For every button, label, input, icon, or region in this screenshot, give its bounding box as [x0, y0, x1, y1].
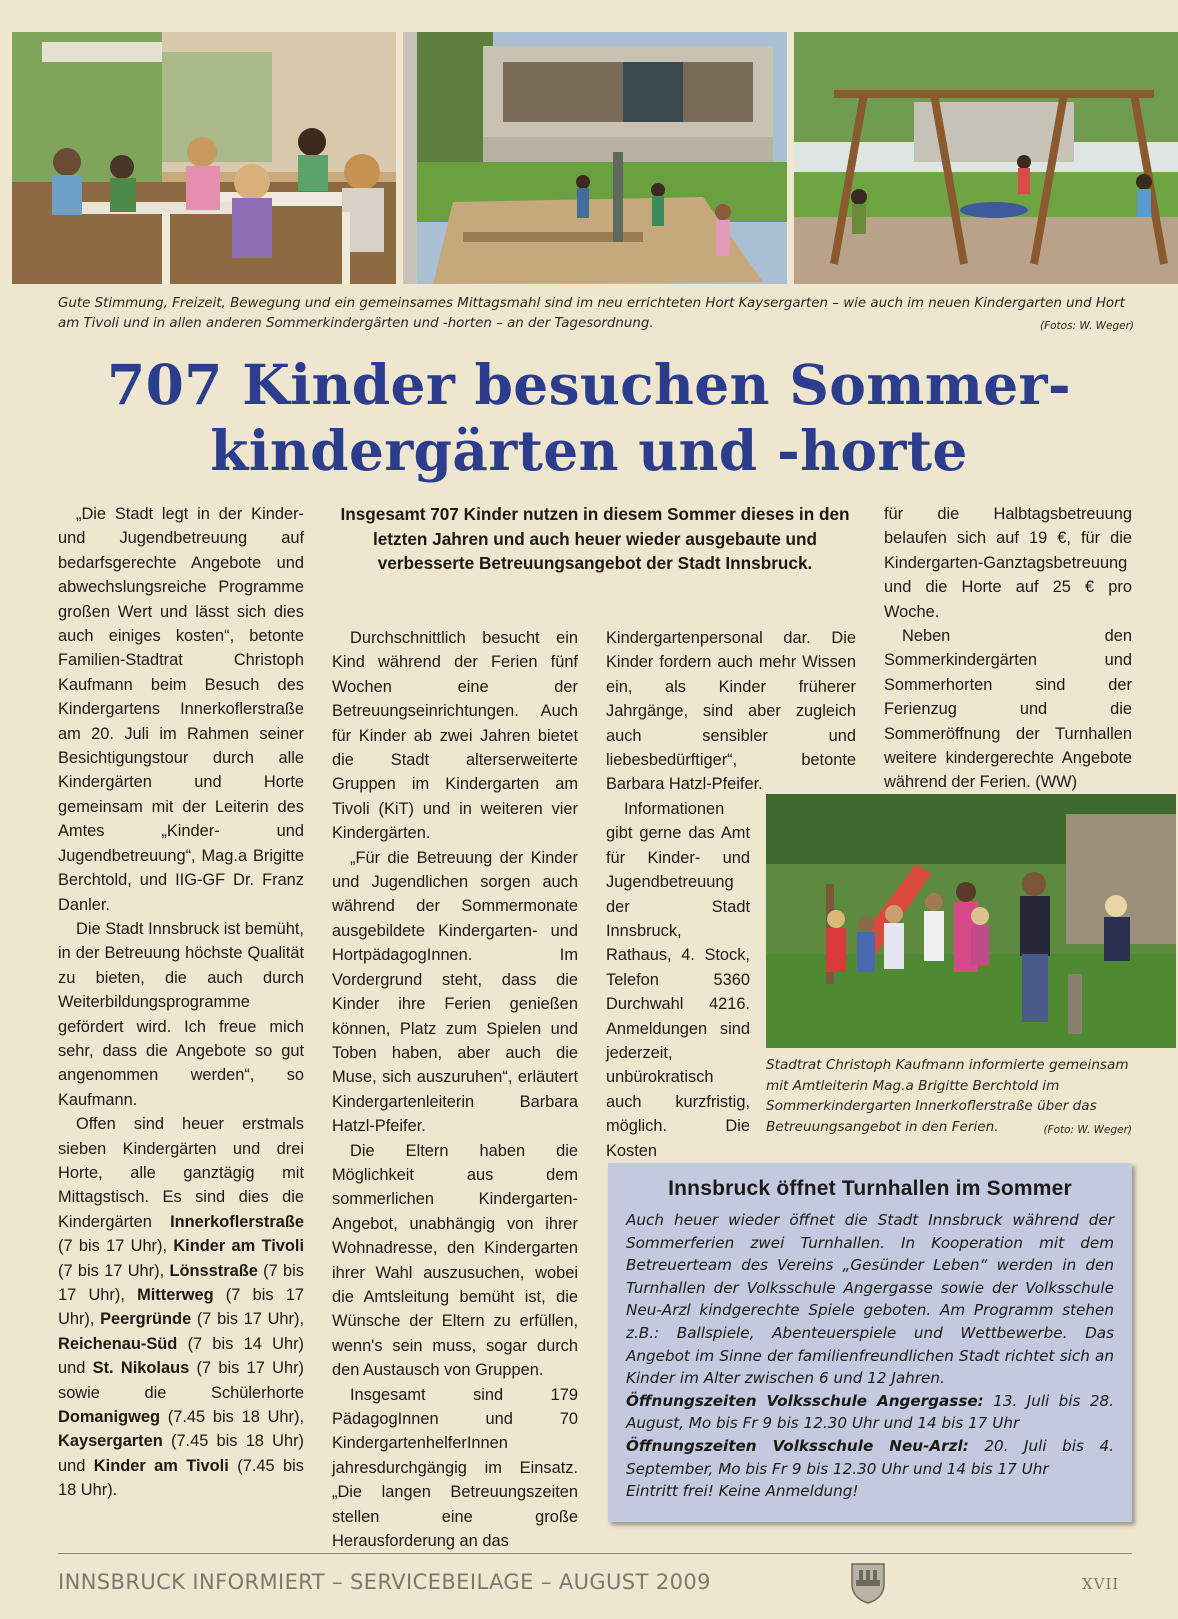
article-column-3: [606, 626, 856, 797]
photo-caption-top-text: Gute Stimmung, Freizeit, Bewegung und ein gemeinsames Mittagsmahl sind im neu errichteten Hort Kaysergarten – wie auch im neuen Kindergarten und Hort am Tivoli und in allen anderen Sommerkindergärten und -horten – an der Tagesordnung.: [58, 296, 1125, 331]
col3-paragraph-1: Kindergartenpersonal dar. Die Kinder fordern auch mehr Wissen ein, als Kinder früherer Jahrgänge, sind aber zugleich auch sensibler und liebesbedürftiger“, betonte Barbara Hatzl-Pfeifer.: [606, 629, 856, 794]
photo-group-image: [766, 794, 1176, 1048]
info-box-turnhallen: [608, 1163, 1132, 1522]
kindergarten-name: St. Nikolaus: [92, 1359, 190, 1378]
photo-lunch-table-image: [12, 32, 396, 284]
footer-publication: INNSBRUCK INFORMIERT – SERVICEBEILAGE – AUGUST 2009: [58, 1570, 711, 1594]
opening-hours: (7.45 bis 18 Uhr),: [160, 1408, 304, 1427]
kindergarten-name: Kinder am Tivoli: [173, 1237, 304, 1256]
hort-name: Kinder am Tivoli: [93, 1456, 229, 1475]
opening-hours: (7 bis 17 Uhr),: [58, 1261, 304, 1304]
hort-name: Domanigweg: [58, 1408, 160, 1427]
kindergarten-name: Peergründe: [100, 1310, 192, 1329]
photo-playground: [794, 32, 1178, 284]
headline: [30, 352, 1148, 484]
page-number: XVII: [1082, 1575, 1120, 1593]
col4-paragraph-2: Neben den Sommerkindergärten und Sommerhorten sind der Ferienzug und die Sommeröffnung der Turnhallen weitere kindergerechte Angebote während der Ferien. (WW): [884, 627, 1132, 792]
photo-caption-right-text: Stadtrat Christoph Kaufmann informierte gemeinsam mit Amtleiterin Mag.a Brigitte Berchtold im Sommerkindergarten Innerkoflerstraße über das Betreuungsangebot in den Ferien.: [766, 1057, 1129, 1135]
col4-paragraph-1: für die Halbtagsbetreuung belaufen sich auf 19 €, für die Kindergarten-Ganztagsbetreuung und die Horte auf 25 € pro Woche.: [884, 505, 1132, 621]
info-box-hours: 13. Juli bis 28. August, Mo bis Fr 9 bis 12.30 Uhr und 14 bis 17 Uhr: [626, 1391, 1115, 1433]
photo-building-sandpit-image: [403, 32, 787, 284]
photo-credit-right: (Foto: W. Weger): [1043, 1123, 1132, 1136]
article-column-1: [58, 502, 304, 1503]
col3-paragraph-2: Informationen gibt gerne das Amt für Kinder- und Jugendbetreuung der Stadt Innsbruck, Rathaus, 4. Stock, Telefon 5360 Durchwahl 4216. Anmeldungen sind jederzeit, unbürokratisch auch kurzfristig, möglich. Die Kosten: [606, 800, 750, 1160]
info-box-hours-label: Öffnungszeiten Volksschule Angergasse:: [626, 1391, 984, 1410]
hort-name: Kaysergarten: [58, 1432, 163, 1451]
kindergarten-name: Reichenau-Süd: [58, 1334, 178, 1353]
kindergarten-name: Mitterweg: [137, 1286, 214, 1304]
article-lead: Insgesamt 707 Kinder nutzen in diesem Sommer dieses in den letzten Jahren und auch heuer wieder ausgebaute und verbesserte Betreuungsangebot der Stadt Innsbruck.: [340, 504, 850, 574]
footer-divider: [58, 1553, 1132, 1554]
info-box-closing: Eintritt frei! Keine Anmeldung!: [626, 1482, 859, 1501]
col1-p3-intro: Offen sind heuer erstmals sieben Kindergärten und drei Horte, alle ganztägig mit Mittagstisch. Es sind dies die Kindergärten: [58, 1115, 304, 1231]
info-box-text: Auch heuer wieder öffnet die Stadt Innsbruck während der Sommerferien zwei Turnhallen. In Kooperation mit dem Betreuerteam des Vereins „Gesünder Leben“ werden in den Turnhallen der Volksschule Angergasse sowie der Volksschule Neu-Arzl kindgerechte Spiele geboten. Am Programm stehen z.B.: Ballspiele, Abenteuerspiele und Wettbewerbe. Das Angebot im Sinne der familienfreundlichen Stadt richtet sich an Kinder im Alter zwischen 6 und 12 Jahren.: [626, 1211, 1114, 1388]
opening-hours: (7.45 bis 18 Uhr) und: [58, 1432, 304, 1475]
col2-paragraph-2: „Für die Betreuung der Kinder und Jugendlichen sorgen auch während der Sommermonate ausgebildete Kindergarten- und HortpädagogInnen. Im Vordergrund steht, dass die Kinder ihre Ferien genießen können, Platz zum Spielen und Toben haben, aber auch die Muse, sich auszuruhen“, erläutert Kindergartenleiterin Barbara Hatzl-Pfeifer.: [332, 848, 578, 1136]
headline-line-1: 707 Kinder besuchen Sommer-: [107, 352, 1071, 417]
photo-credit-top: (Fotos: W. Weger): [1039, 320, 1134, 332]
innsbruck-crest-icon: [850, 1562, 886, 1604]
col2-paragraph-3: Die Eltern haben die Möglichkeit aus dem sommerlichen Kindergarten-Angebot, unabhängig von ihrer Wohnadresse, den Kindergarten ihrer Wahl auszusuchen, wobei die Amtsleitung bemüht ist, die Wünsche der Eltern zu erfüllen, wenn's sein muss, sogar durch den Austausch von Gruppen.: [332, 1141, 578, 1380]
opening-hours: (7 bis 17 Uhr) sowie die Schülerhorte: [58, 1359, 304, 1402]
info-box-body: [626, 1209, 1114, 1503]
article-column-4: [884, 502, 1132, 795]
photo-playground-image: [794, 32, 1178, 284]
photo-caption-right: [766, 1055, 1132, 1140]
opening-hours: (7 bis 17 Uhr),: [58, 1237, 174, 1256]
opening-hours: (7 bis 17 Uhr),: [58, 1261, 170, 1280]
kindergarten-name: Innerkoflerstraße: [170, 1212, 304, 1231]
photo-group: [766, 794, 1176, 1048]
col2-paragraph-4: Insgesamt sind 179 PädagogInnen und 70 KindergartenhelferInnen jahresdurchgängig im Einsatz. „Die langen Betreuungszeiten stellen eine große Herausforderung an das: [332, 1385, 578, 1551]
col1-paragraph-3: [58, 1112, 304, 1503]
opening-hours: (7 bis 17 Uhr),: [58, 1286, 305, 1329]
photo-caption-top: [58, 294, 1134, 336]
col2-paragraph-1: Durchschnittlich besucht ein Kind während der Ferien fünf Wochen eine der Betreuungseinrichtungen. Auch für Kinder ab zwei Jahren bietet die Stadt alterserweiterte Gruppen im Kindergarten am Tivoli (KiT) und in weiteren vier Kindergärten.: [332, 629, 578, 843]
article-column-2: [332, 626, 578, 1553]
info-box-hours: 20. Juli bis 4. September, Mo bis Fr 9 bis 12.30 Uhr und 14 bis 17 Uhr: [626, 1436, 1114, 1478]
photo-lunch-table: [12, 32, 396, 284]
photo-building-sandpit: [403, 32, 787, 284]
opening-hours: (7.45 bis 18 Uhr).: [58, 1456, 304, 1500]
article-column-3-continued: [606, 797, 750, 1163]
col1-paragraph-2: Die Stadt Innsbruck ist bemüht, in der Betreuung höchste Qualität zu bieten, die auch durch Weiterbildungsprogramme gefördert wird. Ich freue mich sehr, dass die Angebote so gut angenommen werden“, so Kaufmann.: [58, 919, 304, 1109]
info-box-title: Innsbruck öffnet Turnhallen im Sommer: [668, 1177, 1072, 1200]
opening-hours: (7 bis 14 Uhr) und: [58, 1334, 304, 1378]
col1-paragraph-1: „Die Stadt legt in der Kinder- und Jugendbetreuung auf bedarfsgerechte Angebote und abwechslungsreiche Programme großen Wert und lässt sich dies auch einiges kosten“, betonte Familien-Stadtrat Christoph Kaufmann beim Besuch des Kindergartens Innerkoflerstraße am 20. Juli im Rahmen seiner Besichtigungstour durch alle Kindergärten und Horte gemeinsam mit der Leiterin des Amtes „Kinder- und Jugendbetreuung“, Mag.a Brigitte Berchtold, und IIG-GF Dr. Franz Danler.: [58, 505, 304, 914]
info-box-hours-label: Öffnungszeiten Volksschule Neu-Arzl:: [626, 1436, 969, 1455]
opening-hours: (7 bis 17 Uhr),: [191, 1310, 304, 1329]
headline-line-2: kindergärten und -horte: [210, 418, 968, 483]
kindergarten-name: Lönsstraße: [169, 1261, 258, 1280]
